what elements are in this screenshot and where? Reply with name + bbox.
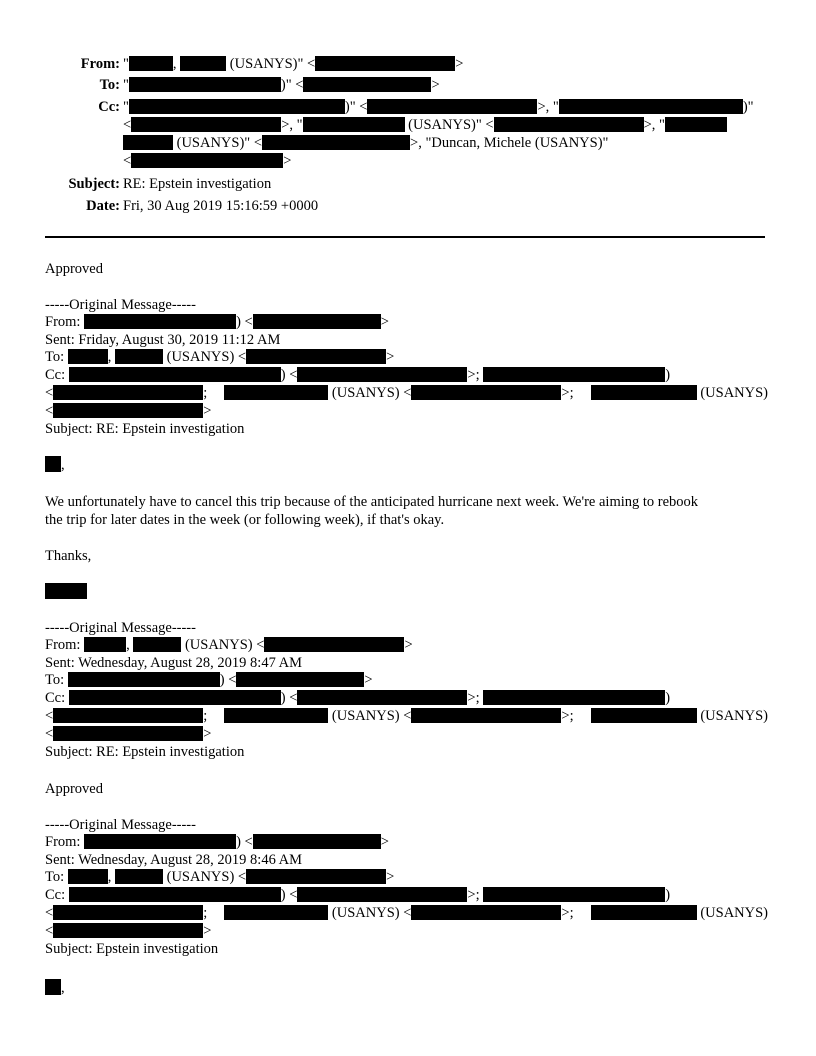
redaction <box>591 708 697 723</box>
date-label: Date: <box>86 198 120 214</box>
redaction <box>53 726 203 741</box>
quoted-from-line: From: ) < > <box>45 834 389 850</box>
redaction <box>129 77 281 92</box>
header-to-line: " )" < > <box>123 77 440 93</box>
quoted-to-line: To: , (USANYS) < > <box>45 349 395 365</box>
quoted-cc-line-3: < > <box>45 923 212 939</box>
redaction <box>591 385 697 400</box>
redaction <box>494 117 644 132</box>
redaction <box>246 349 386 364</box>
quoted-sent-line: Sent: Wednesday, August 28, 2019 8:46 AM <box>45 852 303 868</box>
quoted-cc-line-1: Cc: ) < >; ) <box>45 367 671 383</box>
quoted-cc-line-2: < ; (USANYS) < >; (USANYS) <box>45 708 768 724</box>
header-cc-line-3: (USANYS)" < >, "Duncan, Michele (USANYS)" <box>123 135 608 152</box>
header-cc-line-4: < > <box>123 153 292 169</box>
signature-redaction <box>45 583 87 599</box>
redaction <box>297 690 467 705</box>
reply-text-approved: Approved <box>45 261 103 277</box>
redaction <box>262 135 410 150</box>
original-message-marker: -----Original Message----- <box>45 817 196 833</box>
redaction <box>53 385 203 400</box>
quoted-subject-line: Subject: Epstein investigation <box>45 941 219 957</box>
redaction <box>45 456 61 472</box>
message-paragraph-line-1: We unfortunately have to cancel this trip because of the anticipated hurricane next week. We're aiming to rebook <box>45 494 699 510</box>
redaction <box>483 887 665 902</box>
redaction <box>180 56 226 71</box>
quoted-cc-line-1: Cc: ) < >; ) <box>45 690 671 706</box>
quoted-cc-line-2: < ; (USANYS) < >; (USANYS) <box>45 905 768 921</box>
redaction <box>591 905 697 920</box>
redaction <box>297 887 467 902</box>
redaction <box>246 869 386 884</box>
redaction <box>236 672 364 687</box>
redaction <box>411 905 561 920</box>
redaction <box>69 690 281 705</box>
header-divider <box>45 236 765 238</box>
reply-text-approved: Approved <box>45 781 103 797</box>
redaction <box>129 56 173 71</box>
header-from-line: " , (USANYS)" < > <box>123 56 464 72</box>
from-label: From: <box>80 56 120 72</box>
original-message-marker: -----Original Message----- <box>45 297 196 313</box>
header-cc-line-2: < >, " (USANYS)" < >, " <box>123 117 727 134</box>
redaction <box>411 708 561 723</box>
quoted-subject-line: Subject: RE: Epstein investigation <box>45 744 245 760</box>
sign-off: Thanks, <box>45 548 92 564</box>
redaction <box>84 637 126 652</box>
redaction <box>303 77 431 92</box>
quoted-sent-line: Sent: Wednesday, August 28, 2019 8:47 AM <box>45 655 303 671</box>
quoted-from-line: From: , (USANYS) < > <box>45 637 413 653</box>
quoted-sent-line: Sent: Friday, August 30, 2019 11:12 AM <box>45 332 281 348</box>
quoted-cc-line-2: < ; (USANYS) < >; (USANYS) <box>45 385 768 401</box>
header-cc-line-1: " )" < >, " )" <box>123 99 754 115</box>
redaction <box>69 367 281 382</box>
salutation-line: , <box>45 979 65 997</box>
quoted-from-line: From: ) < > <box>45 314 389 330</box>
redaction <box>53 923 203 938</box>
redaction <box>559 99 743 114</box>
redaction <box>115 349 163 364</box>
redaction <box>224 385 328 400</box>
redaction <box>665 117 727 132</box>
redaction <box>483 690 665 705</box>
redaction <box>303 117 405 132</box>
to-label: To: <box>99 77 120 93</box>
redaction <box>264 637 404 652</box>
redaction <box>45 979 61 995</box>
quoted-to-line: To: ) < > <box>45 672 373 688</box>
redaction <box>411 385 561 400</box>
quoted-subject-line: Subject: RE: Epstein investigation <box>45 421 245 437</box>
redaction <box>115 869 163 884</box>
quoted-cc-line-1: Cc: ) < >; ) <box>45 887 671 903</box>
redaction <box>483 367 665 382</box>
cc-label: Cc: <box>98 99 120 115</box>
salutation-line: , <box>45 456 65 474</box>
redaction <box>53 708 203 723</box>
redaction <box>84 314 236 329</box>
redaction <box>53 905 203 920</box>
redaction <box>253 834 381 849</box>
redaction <box>224 708 328 723</box>
redaction <box>297 367 467 382</box>
quoted-cc-line-3: < > <box>45 726 212 742</box>
redaction <box>53 403 203 418</box>
redaction <box>69 887 281 902</box>
redaction <box>68 869 108 884</box>
quoted-to-line: To: , (USANYS) < > <box>45 869 395 885</box>
redaction <box>68 672 220 687</box>
quoted-cc-line-3: < > <box>45 403 212 419</box>
redaction <box>123 135 173 150</box>
redaction <box>253 314 381 329</box>
header-date: Fri, 30 Aug 2019 15:16:59 +0000 <box>123 198 319 214</box>
redaction <box>315 56 455 71</box>
redaction <box>84 834 236 849</box>
original-message-marker: -----Original Message----- <box>45 620 196 636</box>
redaction <box>367 99 537 114</box>
redaction <box>131 153 283 168</box>
subject-label: Subject: <box>68 176 120 192</box>
redaction <box>133 637 181 652</box>
redaction <box>129 99 345 114</box>
redaction <box>131 117 281 132</box>
header-subject: RE: Epstein investigation <box>123 176 272 192</box>
message-paragraph-line-2: the trip for later dates in the week (or following week), if that's okay. <box>45 512 445 528</box>
redaction <box>224 905 328 920</box>
redaction <box>68 349 108 364</box>
